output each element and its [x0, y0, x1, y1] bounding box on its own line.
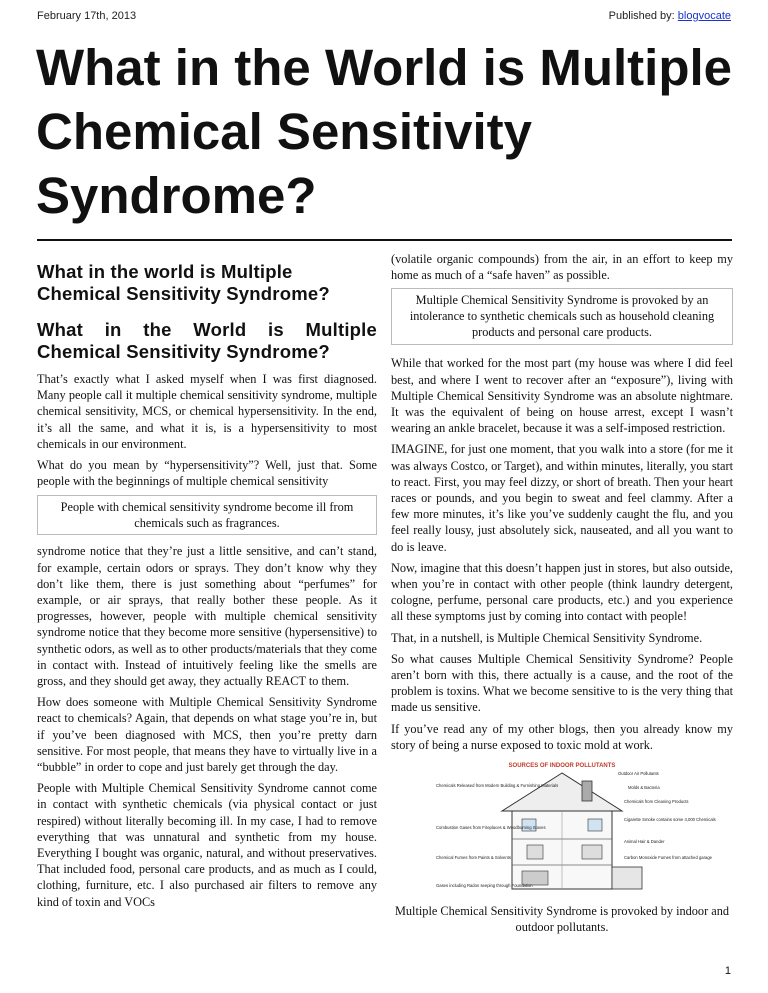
figure-title: SOURCES OF INDOOR POLLUTANTS	[508, 763, 616, 770]
paragraph: People with Multiple Chemical Sensitivity Syndrome cannot come in contact with synthetic chemicals (via physical contact or just respired) without literally becoming ill. In my case, I had to remove everything that was unnatural and synthetic from my house. Everything I bought was organic, natural, and without preservatives. That included food, personal care products, and as much as I could, clothing, furniture, etc. I also purchased air filters to remove any kind of toxin and VOCs	[37, 781, 377, 909]
paragraph: That, in a nutshell, is Multiple Chemical Sensitivity Syndrome.	[391, 630, 703, 645]
paragraph: What do you mean by “hypersensitivity”? Well, just that. Some people with the beginnings of multiple chemical sensitivity	[37, 458, 377, 489]
house-diagram	[432, 759, 716, 899]
page-title: What in the World is Multiple Chemical Sensitivity Syndrome?	[36, 39, 733, 224]
paragraph: IMAGINE, for just one moment, that you walk into a store (for me it was always Costco, or Target), and within minutes, literally, you start to react. First, you may feel dizzy, or short of breath. Then your heart races or pounds, and you begin to sweat and feel clammy. After a few more minutes, it’s like you’ve suddenly caught the flu, and you feel really lousy, just absolutely sick, nauseated, and all you want to do is leave.	[391, 442, 733, 554]
paragraph: Now, imagine that this doesn’t happen just in stores, but also outside, when you’re in contact with other people (think laundry detergent, cologne, perfume, personal care products, etc.) and you experience all these symptoms just by coming into contact with people!	[391, 560, 733, 624]
paragraph: So what causes Multiple Chemical Sensitivity Syndrome? People aren’t born with this, there actually is a cause, and the root of the problem is toxins. What we become sensitive to is the very thing that made us sensitive.	[391, 651, 733, 715]
title-divider	[37, 239, 732, 241]
figure-label: Gases including Radon seeping through Foundation	[436, 883, 533, 889]
figure-label: Animal Hair & Dander	[624, 839, 665, 845]
publisher-line	[609, 10, 731, 22]
section-heading-repeat: What in the World is Multiple Chemical Sensitivity Syndrome?	[37, 319, 377, 362]
figure-label: Outdoor Air Pollutants	[618, 771, 659, 777]
paragraph: While that worked for the most part (my house was where I did feel best, and where I went to recover after an “exposure”), living with Multiple Chemical Sensitivity Syndrome was an absolute nightmare. It was the equivalent of being on house arrest, except I wasn’t wearing an ankle bracelet, because it was a self-imposed restriction.	[391, 356, 733, 436]
figure-label: Carbon Monoxide Fumes from attached garage	[624, 855, 712, 861]
paragraph: (volatile organic compounds) from the air, in an effort to keep my home as much of a “safe haven” as possible.	[391, 252, 733, 283]
figure-label: Combustion Gases from Fireplaces & Woodburning Stoves	[436, 825, 546, 831]
pull-quote: People with chemical sensitivity syndrome become ill from chemicals such as fragrances.	[37, 495, 377, 535]
page-number: 1	[724, 965, 731, 977]
paragraph: That’s exactly what I asked myself when I was first diagnosed. Many people call it multiple chemical sensitivity syndrome, multiple chemical sensitivity, MCS, or chemical hypersensitivity. In the end, it’s all the same, and what it is, is a hypersensitivity to most chemicals in our environment.	[37, 372, 377, 451]
section-heading: What in the world is Multiple Chemical Sensitivity Syndrome?	[37, 261, 330, 304]
paragraph: How does someone with Multiple Chemical Sensitivity Syndrome react to chemicals? Again, that depends on what stage you’re in, but if you’ve been diagnosed with MCS, then you’re pretty darn sensitive. For most people, that means they have to virtually live in a “bubble” in order to cope and just barely get through the day.	[37, 695, 377, 775]
figure-label: Chemicals Released from Modern Building & Furnishing Materials	[436, 783, 559, 789]
figure-label: Chemical Fumes from Paints & Solvents	[436, 855, 511, 861]
publisher-link[interactable]: blogvocate	[677, 10, 731, 22]
figure-label: Molds & Bacteria	[628, 785, 660, 791]
publish-date: February 17th, 2013	[37, 10, 137, 22]
paragraph: syndrome notice that they’re just a little sensitive, and can’t stand, for example, certain odors or sprays. They don’t know why they don’t like them, there is just something about “perfumes” for example, or air sprays, that really bother these people. As it progresses, however, people with multiple chemical sensitivity syndrome notice that they become more sensitive (hypersensitive) to synthetic odors, as well as to other products/materials that they come in contact with. Instead of intuitively feeling like the smells are gross, and they should get away, they actually REACT to them.	[37, 544, 377, 689]
figure-label: Cigarette Smoke contains some 4,000 Chemicals	[624, 817, 716, 823]
right-column	[391, 251, 733, 935]
indoor-pollutants-figure	[391, 759, 733, 935]
published-by-label: Published by:	[608, 10, 675, 22]
paragraph: If you’ve read any of my other blogs, then you already know my story of being a nurse exposed to toxic mold at work.	[391, 721, 733, 752]
pull-quote: Multiple Chemical Sensitivity Syndrome is provoked by an intolerance to synthetic chemicals such as household cleaning products and personal care products.	[391, 288, 733, 345]
left-column	[37, 255, 377, 915]
figure-caption: Multiple Chemical Sensitivity Syndrome is provoked by indoor and outdoor pollutants.	[394, 904, 730, 935]
figure-label: Chemicals from Cleaning Products	[624, 799, 689, 805]
